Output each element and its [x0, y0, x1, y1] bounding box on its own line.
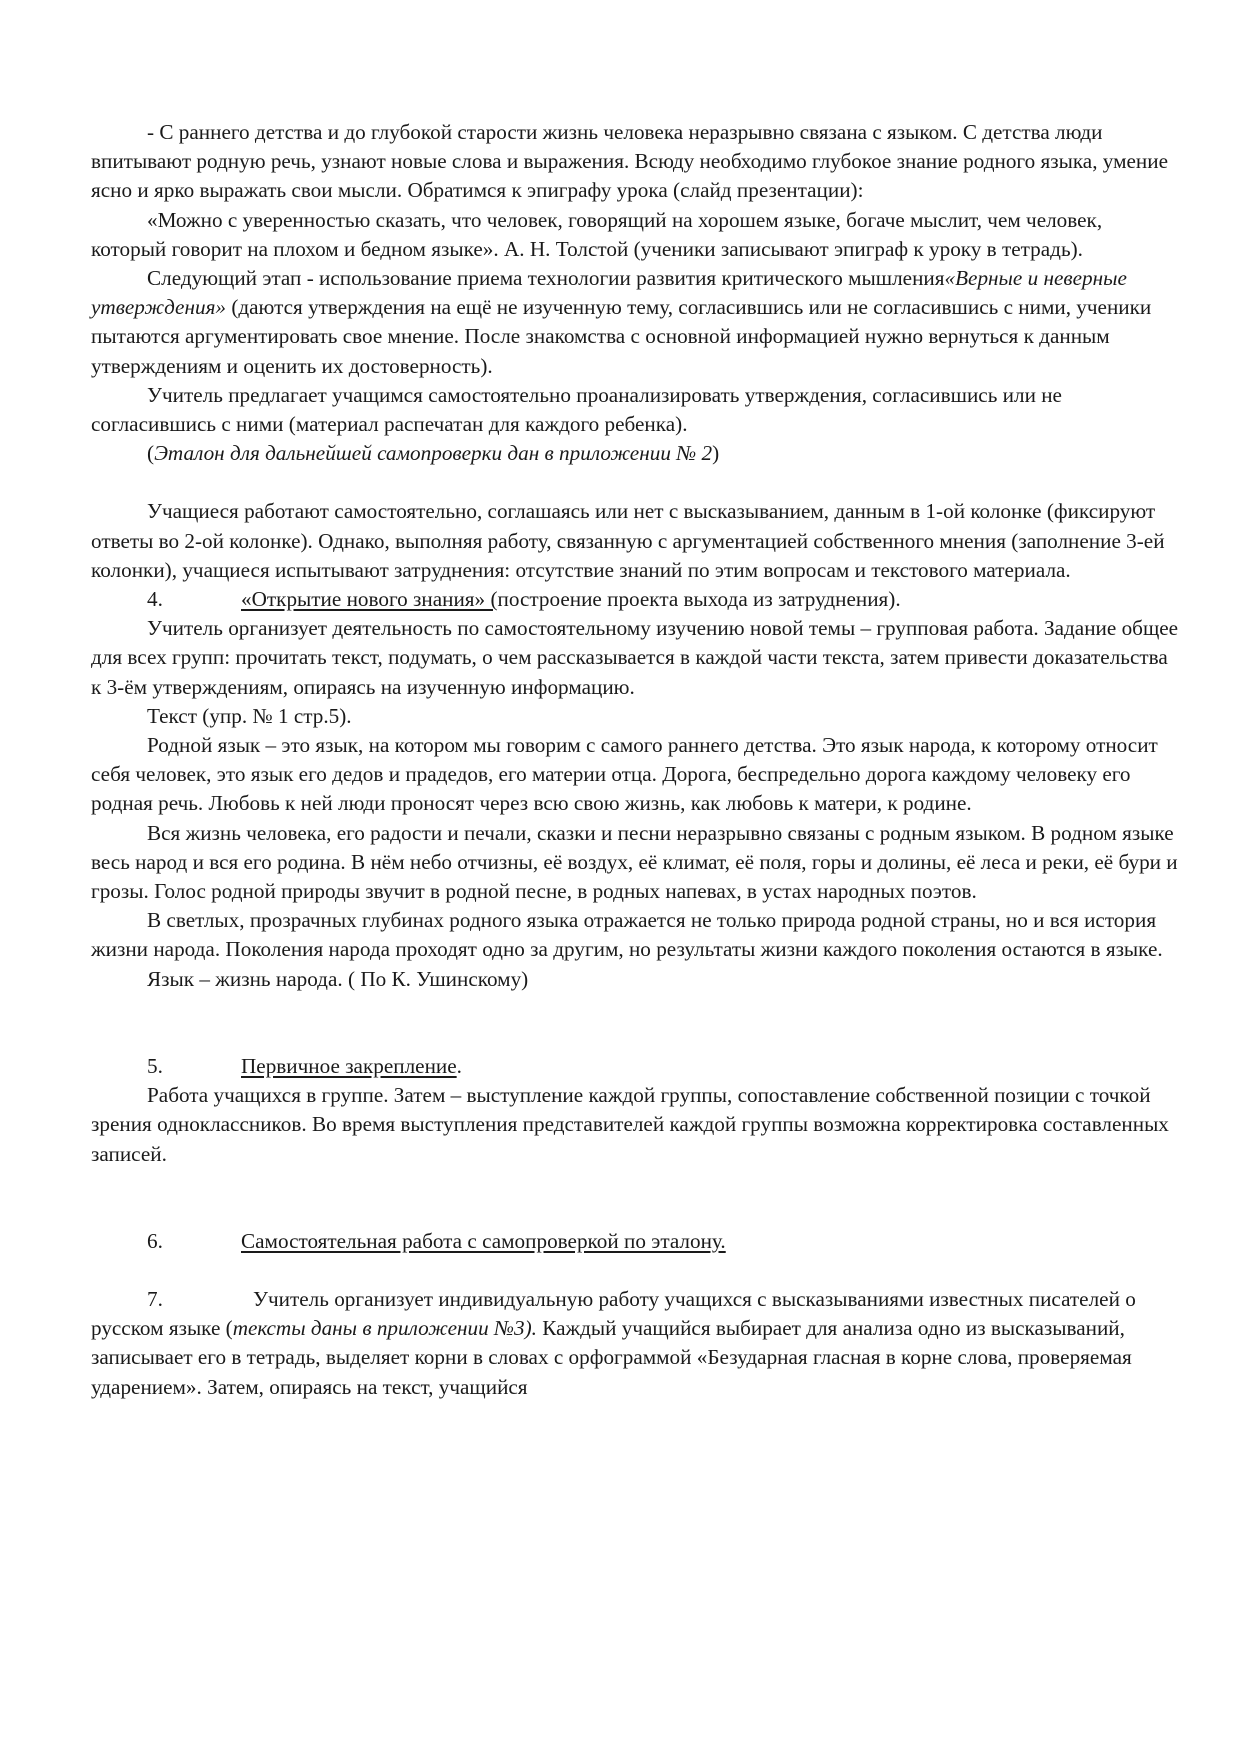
step-7-appendix-note: тексты даны в приложении №3).: [232, 1316, 537, 1341]
step-5-dot: .: [456, 1053, 462, 1078]
document-page: [91, 118, 1181, 1402]
critical-thinking-paragraph: [91, 264, 1181, 381]
spacer: [91, 468, 1181, 497]
step-7-text-rest: Каждый учащийся выбирает для анализа одно из высказываний, записывает его в тетрадь, выделяет корни в словах с орфограммой «Безударная гласная в корне слова, проверяемая ударением». Затем, опираясь на текст, учащийся: [91, 1316, 1132, 1399]
step-6-heading: [91, 1227, 1181, 1256]
step-5-text: [241, 1052, 462, 1081]
step-5-heading: [91, 1052, 1181, 1081]
consolidation-paragraph: Работа учащихся в группе. Затем – выступление каждой группы, сопоставление собственной позиции с точкой зрения одноклассников. Во время выступления представителей каждой группы возможна корректировка составленных записей.: [91, 1083, 1169, 1166]
step-4-number: 4.: [147, 587, 163, 612]
intro-paragraph: - С раннего детства и до глубокой старости жизнь человека неразрывно связана с языком. С детства люди впитывают родную речь, узнают новые слова и выражения. Всюду необходимо глубокое знание родного языка, умение ясно и ярко выражать свои мысли. Обратимся к эпиграфу урока (слайд презентации):: [91, 120, 1168, 203]
epigraph-paragraph: «Можно с уверенностью сказать, что человек, говорящий на хорошем языке, богаче мыслит, чем человек, который говорит на плохом и бедном языке». А. Н. Толстой (ученики записывают эпиграф к уроку в тетрадь).: [91, 207, 1103, 261]
step-4-rest: построение проекта выхода из затруднения).: [497, 587, 901, 612]
reference-note-open: (: [147, 441, 155, 466]
step-7-paragraph: [91, 1285, 1181, 1402]
step-6-title: Самостоятельная работа с самопроверкой по эталону.: [241, 1228, 726, 1253]
step-7-text: Учитель организует индивидуальную работу учащихся с высказываниями известных писателей о русском языке (: [91, 1286, 1136, 1341]
step-5-number: 5.: [147, 1053, 163, 1078]
ushinsky-text-paragraph-1: Родной язык – это язык, на котором мы говорим с самого раннего детства. Это язык народа, к которому относит себя человек, это язык его дедов и прадедов, его материи отца. Дорога, беспредельно дорога каждому человеку его родная речь. Любовь к ней люди проносят через всю свою жизнь, как любовь к матери, к родине.: [91, 733, 1158, 816]
spacer: [91, 994, 1181, 1052]
critical-thinking-text-rest: (даются утверждения на ещё не изученную тему, согласившись или не согласившись с ними, ученики пытаются аргументировать свое мнение. После знакомства с основной информацией нужно вернуться к данным утверждениям и оценить их достоверность).: [91, 295, 1152, 378]
step-4-text: [241, 585, 901, 614]
reference-note: [91, 439, 1181, 468]
spacer: [91, 1256, 1181, 1285]
students-work-paragraph: Учащиеся работают самостоятельно, соглашаясь или нет с высказыванием, данным в 1-ой колонке (фиксируют ответы во 2-ой колонке). Однако, выполняя работу, связанную с аргументацией собственного мнения (заполнение 3-ей колонки), учащиеся испытывают затруднения: отсутствие знаний по этим вопросам и текстового материала.: [91, 499, 1165, 582]
ushinsky-text-attribution: Язык – жизнь народа. ( По К. Ушинскому): [147, 966, 529, 991]
critical-thinking-method: «Верные и неверные утверждения»: [91, 266, 1127, 320]
spacer: [91, 1169, 1181, 1227]
step-6-number: 6.: [147, 1228, 163, 1253]
text-reference: Текст (упр. № 1 стр.5).: [147, 703, 352, 728]
step-7-number: 7.: [147, 1286, 163, 1311]
reference-note-text: Эталон для дальнейшей самопроверки дан в приложении № 2: [154, 441, 713, 466]
ushinsky-text-paragraph-2: Вся жизнь человека, его радости и печали, сказки и песни неразрывно связаны с родным языком. В родном языке весь народ и вся его родина. В нём небо отчизны, её воздух, её климат, её поля, горы и долины, её леса и реки, её бури и грозы. Голос родной природы звучит в родной песне, в родных напевах, в устах народных поэтов.: [91, 820, 1178, 904]
ushinsky-text-paragraph-3: В светлых, прозрачных глубинах родного языка отражается не только природа родной страны, но и вся история жизни народа. Поколения народа проходят одно за другим, но результаты жизни каждого поколения остаются в языке.: [91, 908, 1163, 962]
step-4-title: «Открытие нового знания» (: [241, 587, 498, 612]
reference-note-close: ): [712, 441, 720, 466]
group-work-paragraph: Учитель организует деятельность по самостоятельному изучению новой темы – групповая работа. Задание общее для всех групп: прочитать текст, подумать, о чем рассказывается в каждой части текста, затем привести доказательства к 3-ём утверждениям, опираясь на изученную информацию.: [91, 616, 1179, 699]
critical-thinking-text: Следующий этап - использование приема технологии развития критического мышления: [147, 266, 945, 291]
teacher-task-paragraph: Учитель предлагает учащимся самостоятельно проанализировать утверждения, согласившись или не согласившись с ними (материал распечатан для каждого ребенка).: [91, 382, 1062, 437]
step-5-title: Первичное закрепление: [241, 1053, 457, 1078]
step-4-heading: [91, 585, 1181, 614]
